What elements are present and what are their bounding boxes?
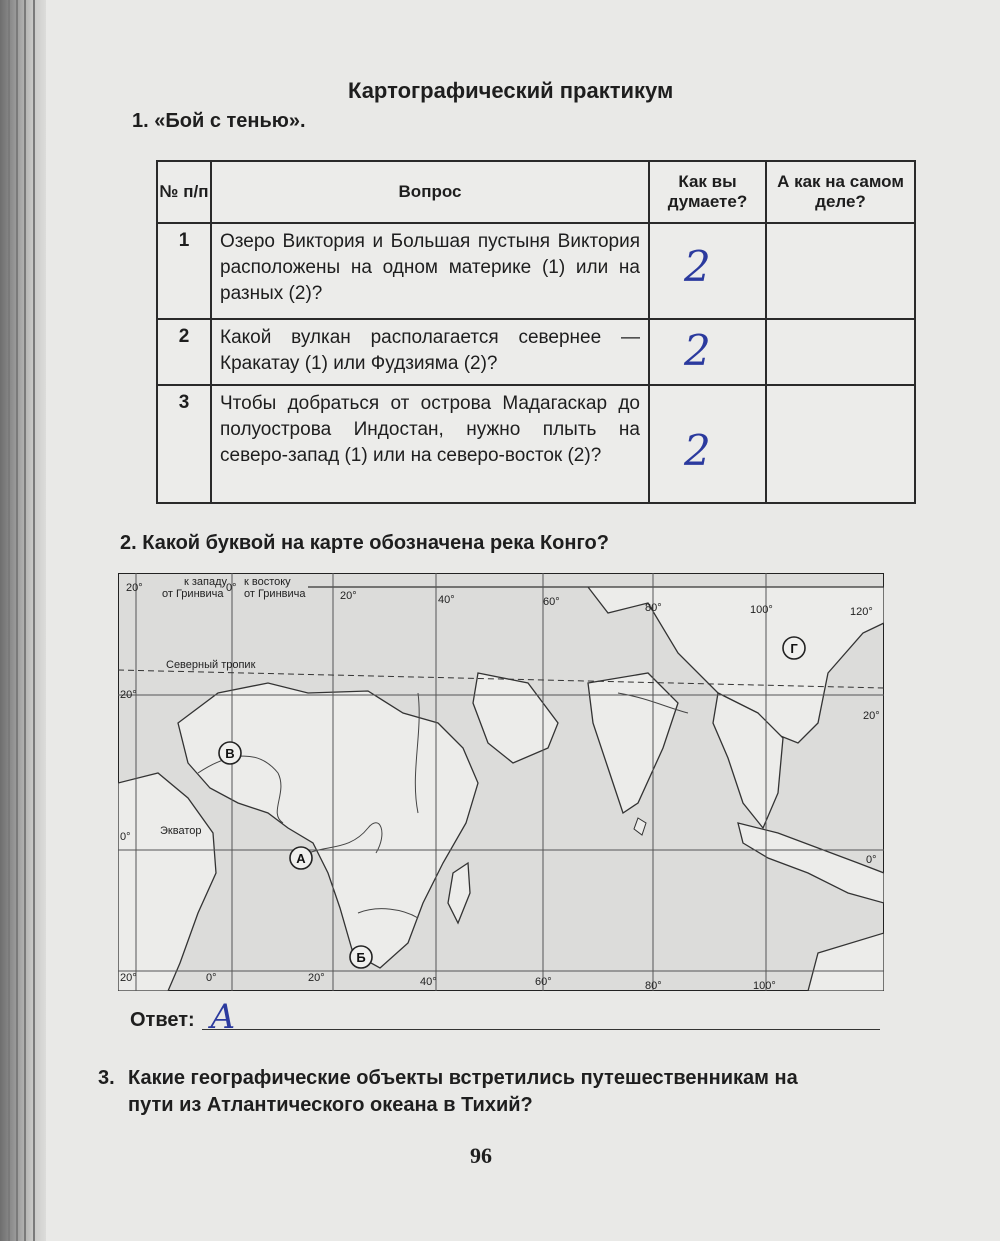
- map-svg: [118, 573, 884, 991]
- west-label-line1: к западу: [184, 576, 228, 588]
- answer-line[interactable]: [202, 1029, 880, 1030]
- row-guess-cell[interactable]: [649, 385, 766, 503]
- marker-v-label: В: [225, 746, 235, 761]
- outline-map: [118, 573, 884, 991]
- task-2-text: Какой буквой на карте обозначена река Конго?: [142, 532, 609, 554]
- task-1-number: 1.: [132, 110, 149, 132]
- lon-bottom-label: 100°: [753, 980, 776, 991]
- west-label-line2: от Гринвича: [162, 588, 224, 600]
- row-number: 3: [157, 385, 211, 503]
- east-label-line2: от Гринвича: [244, 588, 306, 600]
- handwritten-answer: 2: [684, 426, 711, 475]
- answer-row: [130, 997, 880, 1045]
- task-3-number: 3.: [98, 1067, 115, 1089]
- marker-a-label: А: [296, 851, 306, 866]
- book-binding: [0, 0, 46, 1241]
- lon-top-label: 20°: [126, 582, 143, 594]
- lon-top-label: 20°: [340, 590, 357, 602]
- marker-g: [783, 637, 805, 659]
- table-row: [157, 223, 915, 319]
- marker-b-label: Б: [356, 950, 366, 965]
- tropic-label: Северный тропик: [166, 659, 256, 671]
- row-question: Какой вулкан располагается севернее — Кракатау (1) или Фудзияма (2)?: [211, 319, 649, 385]
- table-row: [157, 385, 915, 503]
- lat-left-label: 20°: [120, 972, 137, 984]
- lon-bottom-label: 60°: [535, 976, 552, 988]
- lon-top-label: 60°: [543, 596, 560, 608]
- row-actual-cell[interactable]: [766, 223, 915, 319]
- lat-left-label: 0°: [120, 831, 131, 843]
- lat-right-label: 0°: [866, 854, 877, 866]
- marker-b: [350, 946, 372, 968]
- row-number: 1: [157, 223, 211, 319]
- row-guess-cell[interactable]: [649, 319, 766, 385]
- question-table: [156, 160, 916, 504]
- lon-bottom-label: 40°: [420, 976, 437, 988]
- lon-bottom-label: 0°: [206, 972, 217, 984]
- lat-left-label: 20°: [120, 689, 137, 701]
- lon-bottom-label: 80°: [645, 980, 662, 991]
- marker-a: [290, 847, 312, 869]
- row-question: Озеро Виктория и Большая пустыня Виктория расположены на одном материке (1) или на разных (2)?: [211, 223, 649, 319]
- task-1-heading: [132, 110, 306, 133]
- handwritten-answer: А: [210, 997, 236, 1037]
- lat-right-label: 20°: [863, 710, 880, 722]
- task-3: [98, 1065, 878, 1119]
- header-num: № п/п: [157, 161, 211, 223]
- header-question: Вопрос: [211, 161, 649, 223]
- task-3-line2: пути из Атлантического океана в Тихий?: [128, 1094, 533, 1116]
- table-header-row: [157, 161, 915, 223]
- task-2-heading: [120, 532, 609, 555]
- table-row: [157, 319, 915, 385]
- task-2-number: 2.: [120, 532, 137, 554]
- answer-label: Ответ:: [130, 1009, 195, 1031]
- row-actual-cell[interactable]: [766, 319, 915, 385]
- marker-g-label: Г: [790, 641, 798, 656]
- handwritten-answer: 2: [684, 326, 711, 375]
- row-guess-cell[interactable]: [649, 223, 766, 319]
- lon-top-label: 0°: [226, 582, 237, 594]
- header-guess: Как вы думаете?: [649, 161, 766, 223]
- equator-label: Экватор: [160, 825, 202, 837]
- row-number: 2: [157, 319, 211, 385]
- header-actual: А как на самом деле?: [766, 161, 915, 223]
- lon-top-label: 40°: [438, 594, 455, 606]
- task-1-title: «Бой с тенью».: [154, 110, 306, 132]
- lon-top-label: 100°: [750, 604, 773, 616]
- lon-bottom-label: 20°: [308, 972, 325, 984]
- lon-top-label: 80°: [645, 602, 662, 614]
- marker-v: [219, 742, 241, 764]
- task-3-text-1: Какие географические объекты встретились путешественникам на: [128, 1067, 798, 1089]
- page-number: 96: [470, 1143, 492, 1168]
- lon-top-label: 120°: [850, 606, 873, 618]
- task-3-line1: [98, 1065, 878, 1092]
- handwritten-answer: 2: [684, 242, 711, 291]
- page-title: Картографический практикум: [348, 78, 674, 103]
- east-label-line1: к востоку: [244, 576, 291, 588]
- row-actual-cell[interactable]: [766, 385, 915, 503]
- row-question: Чтобы добраться от острова Мадагаскар до полуострова Индостан, нужно плыть на северо-запад (1) или на северо-восток (2)?: [211, 385, 649, 503]
